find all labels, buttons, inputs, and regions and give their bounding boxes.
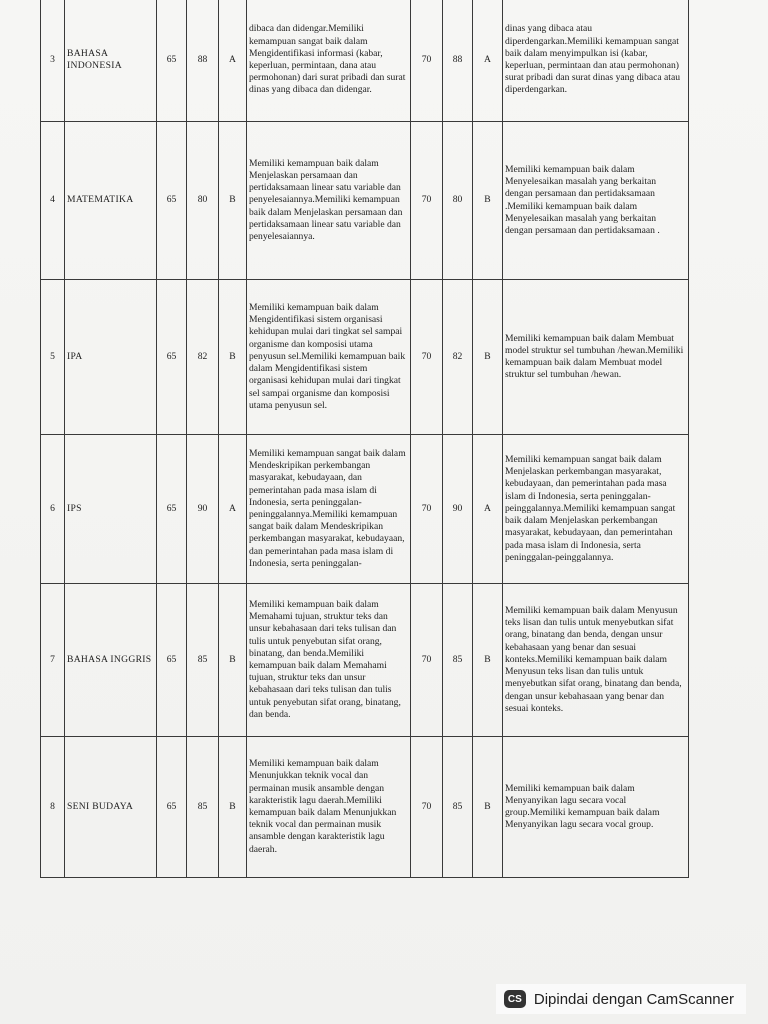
grades-table <box>40 0 689 878</box>
grade-knowledge: B <box>219 280 247 435</box>
kkm-knowledge: 65 <box>157 280 187 435</box>
subject-name: SENI BUDAYA <box>65 737 157 878</box>
description-knowledge <box>247 737 411 878</box>
description-skill-text: Memiliki kemampuan sangat baik dalam Menjelaskan perkembangan masyarakat, kebudayaan, dan pemerintahan pada masa islam di Indonesia, serta peninggalan-peinggalannya.Memiliki kemampuan sangat baik dalam Menjelaskan perkembangan masyarakat, kebudayaan, dan pemerintahan pada masa islam di Indonesia, serta peninggalan-peinggalannya. <box>505 454 676 563</box>
kkm-skill: 70 <box>411 435 443 584</box>
row-number: 5 <box>41 280 65 435</box>
grade-knowledge: B <box>219 737 247 878</box>
subject-name: IPA <box>65 280 157 435</box>
score-skill: 82 <box>443 280 473 435</box>
table-row <box>41 584 689 737</box>
subject-name: IPS <box>65 435 157 584</box>
description-knowledge-text: Memiliki kemampuan baik dalam Memahami tujuan, struktur teks dan unsur kebahasaan dari teks tulisan dan tulis untuk penyebutan sifat orang, binatang, dan benda.Memiliki kemampuan baik dalam Memahami tujuan, struktur teks dan unsur kebahasaan dari teks tulisan dan tulis untuk penyebutan sifat orang, binatang, dan benda. <box>249 598 401 720</box>
grade-skill: B <box>473 122 503 280</box>
camscanner-label: Dipindai dengan CamScanner <box>533 990 734 1008</box>
score-knowledge: 82 <box>187 280 219 435</box>
kkm-skill: 70 <box>411 584 443 737</box>
description-knowledge-text: Memiliki kemampuan baik dalam Menjelaskan persamaan dan pertidaksamaan linear satu variable dan penyelesaiannya.Memiliki kemampuan baik dalam Menjelaskan persamaan dan pertidaksamaan linear satu variable dan penyelesaiannya. <box>249 157 403 242</box>
grade-knowledge: A <box>219 0 247 122</box>
description-skill-text: Memiliki kemampuan baik dalam Menyanyikan lagu secara vocal group.Memiliki kemampuan baik dalam Menyanyikan lagu secara vocal group. <box>505 782 660 831</box>
description-skill-text: dinas yang dibaca atau diperdengarkan.Memiliki kemampuan sangat baik dalam menyimpulkan isi (kabar, keperluan, permintaan dan atau permohonan) surat pribadi dan surat dinas yang dibaca atau diperdengarkan. <box>505 23 681 96</box>
description-skill <box>503 584 689 737</box>
description-knowledge <box>247 584 411 737</box>
description-knowledge <box>247 435 411 584</box>
kkm-knowledge: 65 <box>157 435 187 584</box>
grade-knowledge: A <box>219 435 247 584</box>
grade-skill: A <box>473 435 503 584</box>
description-knowledge-text: Memiliki kemampuan baik dalam Menunjukkan teknik vocal dan permainan musik ansamble dengan karakteristik lagu daerah.Memiliki kemampuan baik dalam Menunjukkan teknik vocal dan permainan musik ansamble dengan karakteristik lagu daerah. <box>249 758 397 855</box>
description-skill <box>503 280 689 435</box>
row-number: 8 <box>41 737 65 878</box>
description-skill <box>503 0 689 122</box>
description-knowledge <box>247 280 411 435</box>
description-skill-text: Memiliki kemampuan baik dalam Menyusun teks lisan dan tulis untuk menyebutkan sifat orang, binatang dan benda, dengan unsur kebahasaan yang benar dan sesuai konteks.Memiliki kemampuan baik dalam Menyusun teks lisan dan tulis untuk menyebutkan sifat orang, binatang dan benda, dengan unsur kebahasaan yang benar dan sesuai konteks. <box>505 605 682 714</box>
grade-skill: A <box>473 0 503 122</box>
score-skill: 85 <box>443 737 473 878</box>
score-skill: 90 <box>443 435 473 584</box>
score-knowledge: 80 <box>187 122 219 280</box>
score-knowledge: 88 <box>187 0 219 122</box>
camscanner-logo-icon: CS <box>504 990 526 1008</box>
kkm-knowledge: 65 <box>157 0 187 122</box>
score-knowledge: 85 <box>187 584 219 737</box>
description-skill-text: Memiliki kemampuan baik dalam Menyelesaikan masalah yang berkaitan dengan persamaan dan pertidaksamaan .Memiliki kemampuan baik dalam Menyelesaikan masalah yang berkaitan dengan persamaan dan pertidaksamaan . <box>505 163 660 236</box>
table-row <box>41 280 689 435</box>
description-knowledge-text: Memiliki kemampuan sangat baik dalam Mendeskripikan perkembangan masyarakat, kebudayaan, dan pemerintahan pada masa islam di Indonesia, serta peninggalan-peninggalannya.Memiliki kemampuan sangat baik dalam Mendeskripikan perkembangan masyarakat, kebudayaan, dan pemerintahan pada masa islam di Indonesia, serta peninggalan- <box>249 447 406 569</box>
kkm-skill: 70 <box>411 0 443 122</box>
score-skill: 88 <box>443 0 473 122</box>
subject-name: BAHASA INGGRIS <box>65 584 157 737</box>
grade-knowledge: B <box>219 584 247 737</box>
grade-skill: B <box>473 280 503 435</box>
description-skill-text: Memiliki kemampuan baik dalam Membuat model struktur sel tumbuhan /hewan.Memiliki kemampuan baik dalam Membuat model struktur sel tumbuhan /hewan. <box>505 332 684 381</box>
grade-skill: B <box>473 584 503 737</box>
description-knowledge-text: Memiliki kemampuan baik dalam Mengidentifikasi sistem organisasi kehidupan mulai dari tingkat sel sampai organisme dan komposisi utama penyusun sel.Memiliki kemampuan baik dalam Mengidentifikasi sistem organisasi kehidupan mulai dari tingkat sel sampai organisme dan komposisi utama penyusun sel. <box>249 302 406 411</box>
kkm-skill: 70 <box>411 280 443 435</box>
row-number: 3 <box>41 0 65 122</box>
table-row <box>41 122 689 280</box>
subject-name: MATEMATIKA <box>65 122 157 280</box>
kkm-skill: 70 <box>411 122 443 280</box>
row-number: 7 <box>41 584 65 737</box>
row-number: 6 <box>41 435 65 584</box>
grade-knowledge: B <box>219 122 247 280</box>
table-row <box>41 435 689 584</box>
description-skill <box>503 122 689 280</box>
grade-skill: B <box>473 737 503 878</box>
description-skill <box>503 435 689 584</box>
kkm-knowledge: 65 <box>157 737 187 878</box>
score-skill: 85 <box>443 584 473 737</box>
description-knowledge <box>247 0 411 122</box>
row-number: 4 <box>41 122 65 280</box>
camscanner-watermark <box>496 984 746 1014</box>
description-skill <box>503 737 689 878</box>
score-knowledge: 85 <box>187 737 219 878</box>
kkm-knowledge: 65 <box>157 584 187 737</box>
kkm-knowledge: 65 <box>157 122 187 280</box>
description-knowledge <box>247 122 411 280</box>
kkm-skill: 70 <box>411 737 443 878</box>
table-row <box>41 737 689 878</box>
score-knowledge: 90 <box>187 435 219 584</box>
subject-name: BAHASA INDONESIA <box>65 0 157 122</box>
score-skill: 80 <box>443 122 473 280</box>
table-row <box>41 0 689 122</box>
description-knowledge-text: dibaca dan didengar.Memiliki kemampuan sangat baik dalam Mengidentifikasi informasi (kabar, keperluan, permintaan, dana atau permohonan) dari surat pribadi dan surat dinas yang dibaca dan didengar. <box>249 23 406 96</box>
